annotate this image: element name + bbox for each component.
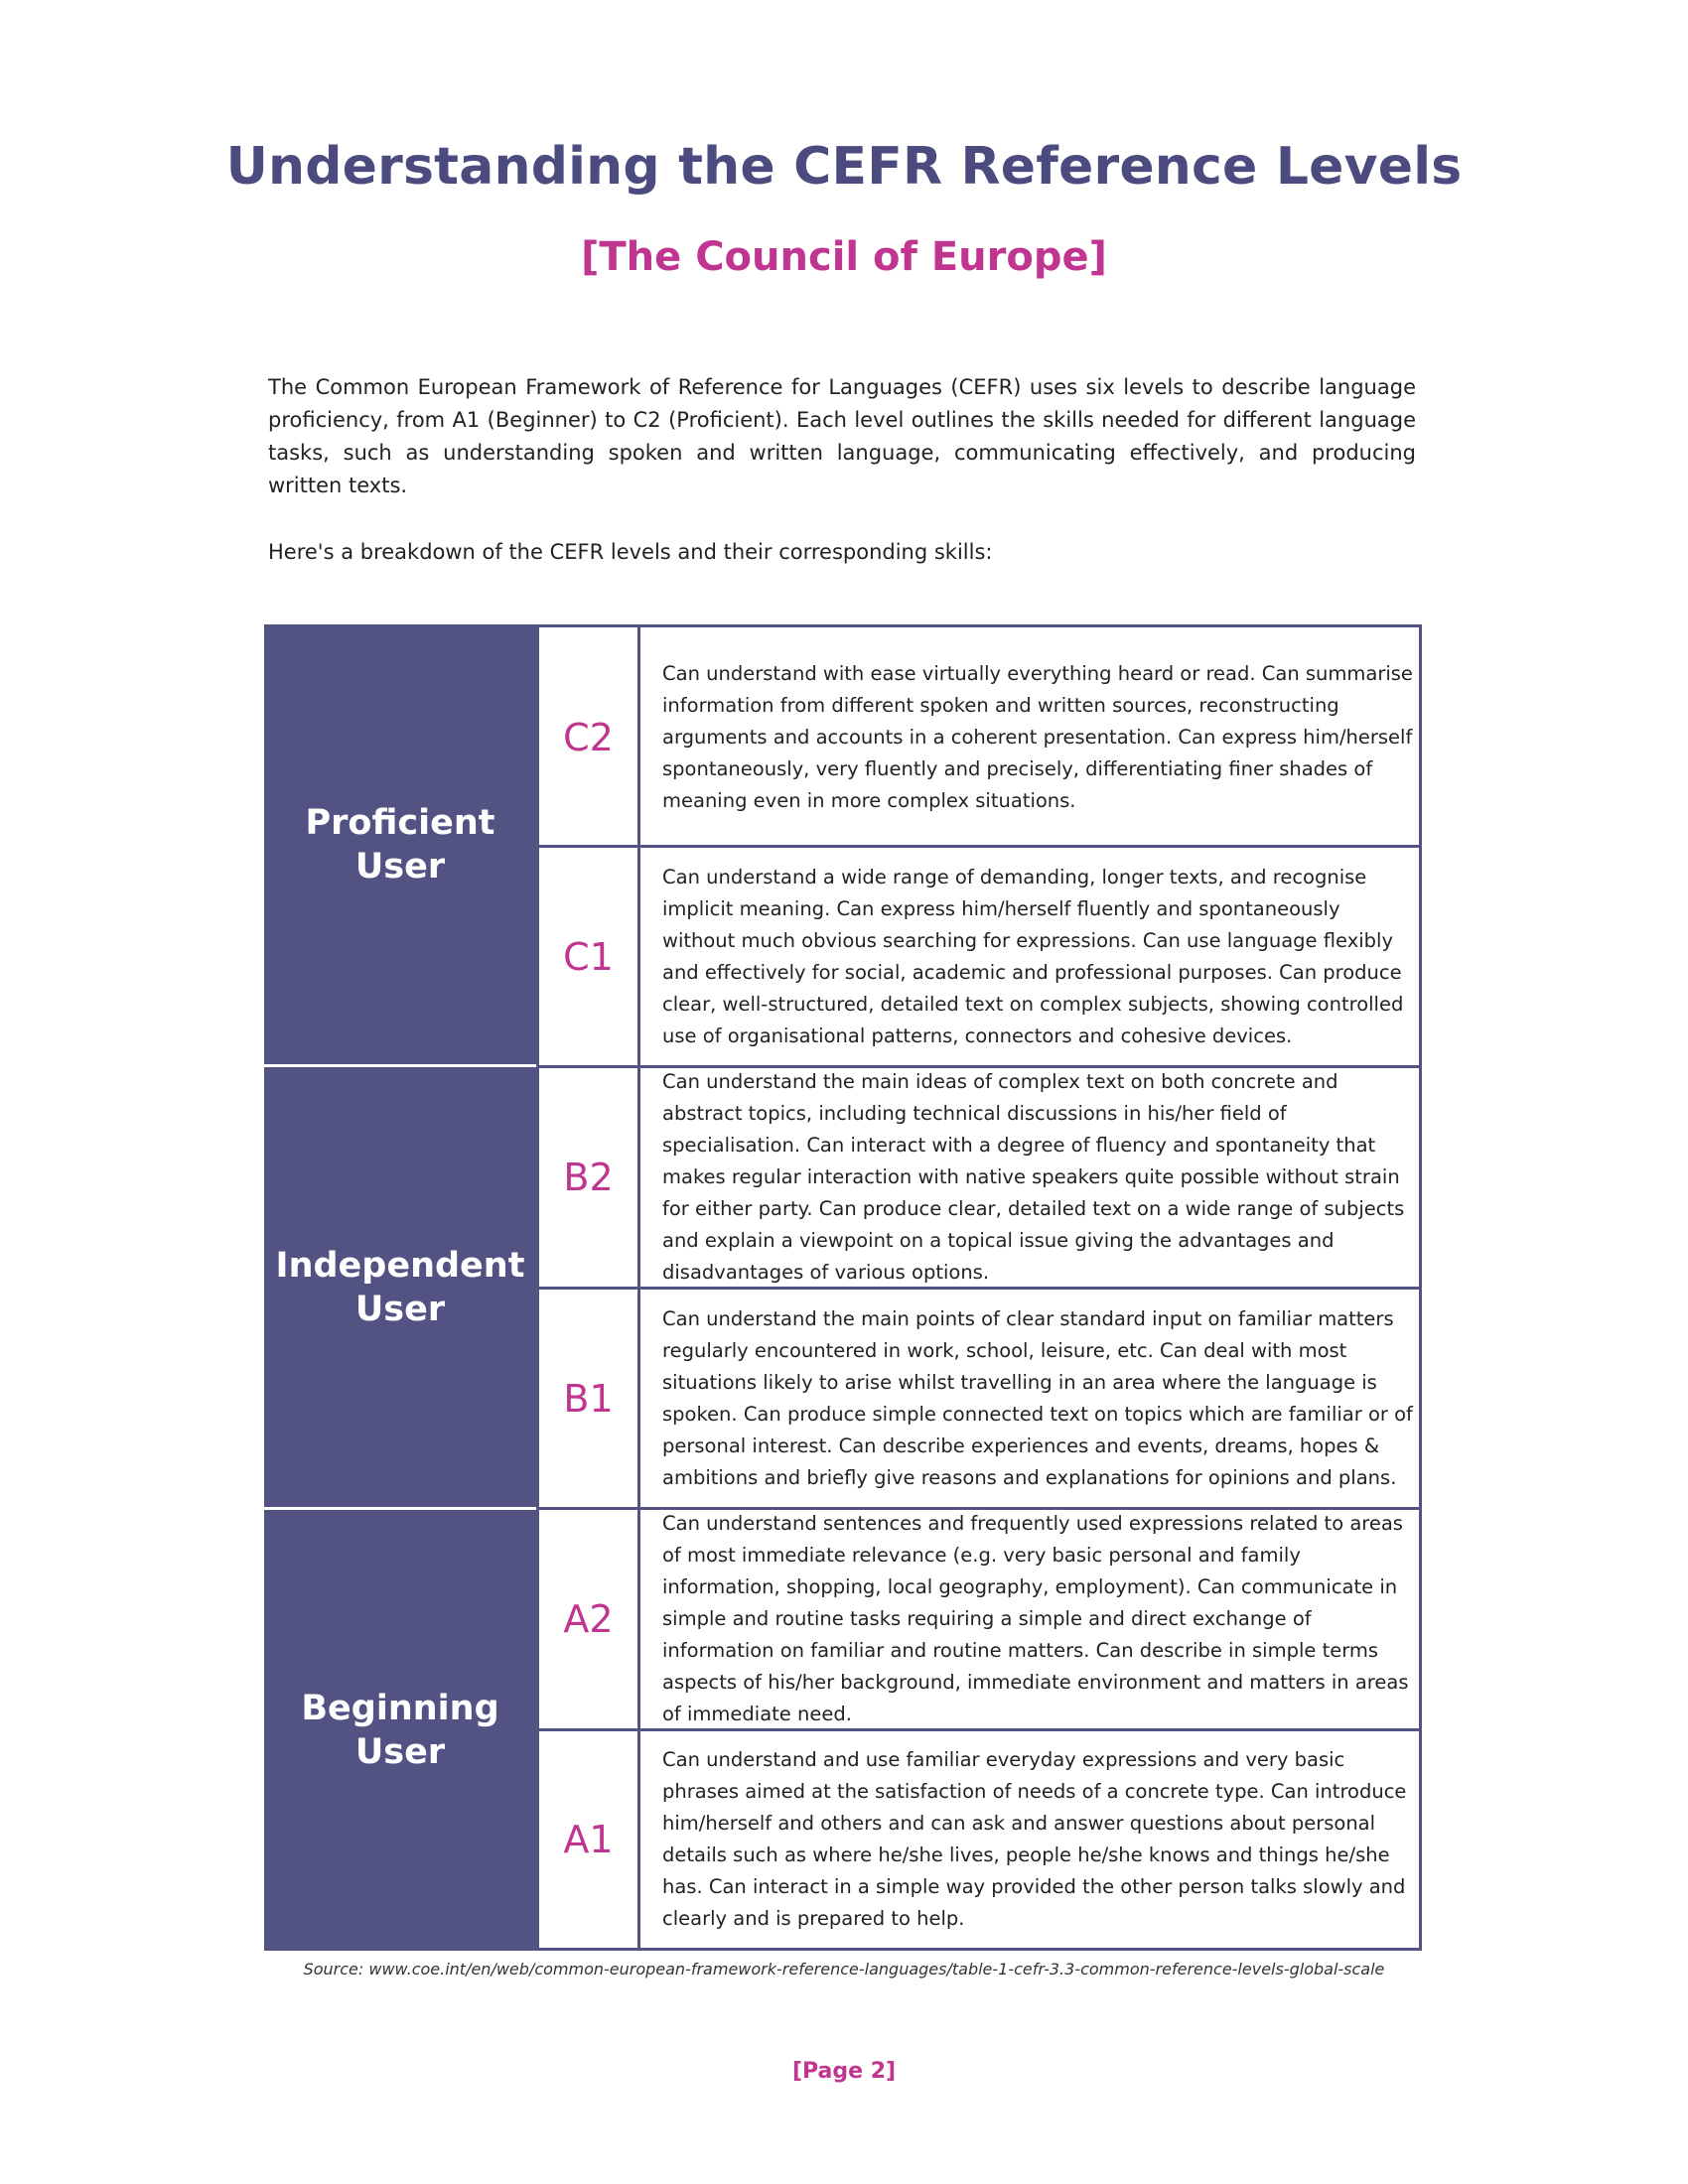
level-code: A1 [539,1731,640,1948]
level-row-a1 [539,1728,1419,1948]
level-row-b2 [539,1065,1419,1287]
level-row-c1 [539,845,1419,1065]
level-row-b1 [539,1287,1419,1507]
user-group-label: Proficient User [305,802,495,887]
cefr-levels-table [264,624,1422,1951]
user-category-column [264,624,536,1951]
user-group-independent [264,1064,536,1507]
level-row-a2 [539,1507,1419,1728]
page-number: [Page 2] [791,2059,897,2084]
level-code: B2 [539,1068,640,1287]
source-citation: Source: www.coe.int/en/web/common-european-framework-reference-languages/table-1-cefr-3.3-common-reference-levels-global-scale [303,1960,1385,1979]
table-lead-text: Here's a breakdown of the CEFR levels and their corresponding skills: [268,540,993,564]
level-description: Can understand sentences and frequently used expressions related to areas of most immediate relevance (e.g. very basic personal and family information, shopping, local geography, employment). Can communicate in simple and routine tasks requiring a simple and direct exchange of information on familiar and routine matters. Can describe in simple terms aspects of his/her background, immediate environment and matters in areas of immediate need. [662,1512,1409,1725]
user-group-label: Beginning User [301,1689,499,1772]
level-code: B1 [539,1290,640,1507]
level-code: A2 [539,1510,640,1728]
level-code: C1 [539,848,640,1065]
page-subtitle: [The Council of Europe] [581,234,1107,280]
level-row-c2 [539,627,1419,848]
user-group-beginning [264,1507,536,1951]
intro-paragraph: The Common European Framework of Reference for Languages (CEFR) uses six levels to describe language proficiency, from A1 (Beginner) to C2 (Proficient). Each level outlines the skills needed for different language tasks, such as understanding spoken and written language, communicating effectively, and producing written texts. [268,375,1416,497]
user-group-proficient [264,624,536,1064]
page-title: Understanding the CEFR Reference Levels [225,137,1463,197]
user-group-label: Independent User [275,1245,525,1329]
level-description: Can understand the main ideas of complex text on both concrete and abstract topics, including technical discussions in his/her field of specialisation. Can interact with a degree of fluency and spontaneity that makes regular interaction with native speakers quite possible without strain for either party. Can produce clear, detailed text on a wide range of subjects and explain a viewpoint on a topical issue giving the advantages and disadvantages of various options. [662,1070,1405,1284]
level-description: Can understand the main points of clear standard input on familiar matters regularly encountered in work, school, leisure, etc. Can deal with most situations likely to arise whilst travelling in an area where the language is spoken. Can produce simple connected text on topics which are familiar or of personal interest. Can describe experiences and events, dreams, hopes & ambitions and briefly give reasons and explanations for opinions and plans. [662,1306,1413,1489]
level-code: C2 [539,627,640,848]
level-description: Can understand a wide range of demanding, longer texts, and recognise implicit meaning. Can express him/herself fluently and spontaneously without much obvious searching for expressions. Can use language flexibly and effectively for social, academic and professional purposes. Can produce clear, well-structured, detailed text on complex subjects, showing controlled use of organisational patterns, connectors and cohesive devices. [662,865,1404,1047]
levels-grid [536,624,1422,1951]
level-description: Can understand with ease virtually everything heard or read. Can summarise information from different spoken and written sources, reconstructing arguments and accounts in a coherent presentation. Can express him/herself spontaneously, very fluently and precisely, differentiating finer shades of meaning even in more complex situations. [662,662,1413,812]
level-description: Can understand and use familiar everyday expressions and very basic phrases aimed at the satisfaction of needs of a concrete type. Can introduce him/herself and others and can ask and answer questions about personal details such as where he/she lives, people he/she knows and things he/she has. Can interact in a simple way provided the other person talks slowly and clearly and is prepared to help. [662,1748,1407,1930]
